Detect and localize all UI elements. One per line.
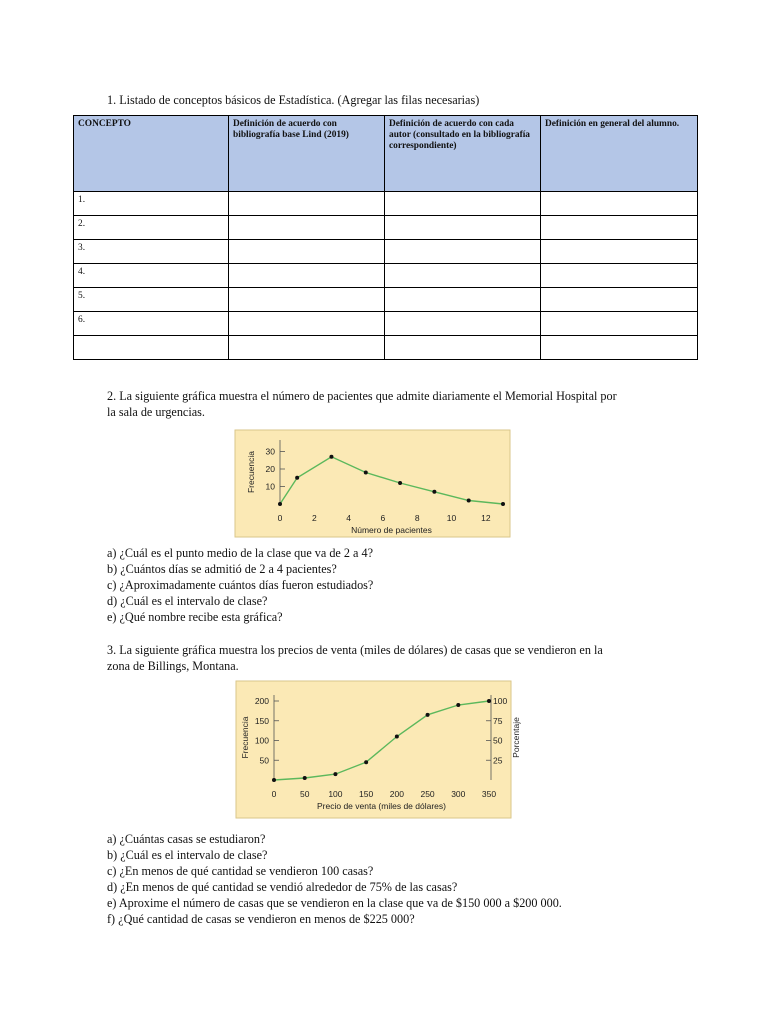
- table-row: [74, 216, 698, 240]
- y-axis-label: Frecuencia: [246, 450, 256, 494]
- table-cell[interactable]: [385, 192, 541, 216]
- table-cell[interactable]: [541, 336, 698, 360]
- y-tick-label: 50: [259, 755, 269, 766]
- row-label[interactable]: 2.: [74, 216, 229, 240]
- x-axis-label: Número de pacientes: [351, 525, 432, 535]
- section2-question-c: c) ¿Aproximadamente cuántos días fueron estudiados?: [107, 578, 374, 592]
- table-cell[interactable]: [229, 216, 385, 240]
- table-cell[interactable]: [385, 336, 541, 360]
- x-tick-label: 2: [311, 513, 317, 523]
- x-tick-label: 100: [328, 789, 343, 799]
- table-cell[interactable]: [229, 312, 385, 336]
- data-point: [272, 778, 276, 782]
- table-row: [74, 240, 698, 264]
- chart-background: [236, 681, 511, 818]
- header-def-autor: Definición de acuerdo con cada autor (consultado en la bibliografía correspondiente): [385, 116, 541, 192]
- table-cell[interactable]: [229, 336, 385, 360]
- section2-question-e: e) ¿Qué nombre recibe esta gráfica?: [107, 610, 283, 624]
- table-cell[interactable]: [229, 264, 385, 288]
- table-cell[interactable]: [229, 288, 385, 312]
- table-cell[interactable]: [385, 216, 541, 240]
- section3-question-f: f) ¿Qué cantidad de casas se vendieron en menos de $225 000?: [107, 912, 415, 926]
- y-tick-label: 100: [254, 735, 269, 746]
- data-point: [329, 455, 333, 459]
- header-def-alumno: Definición en general del alumno.: [541, 116, 698, 192]
- row-label[interactable]: 3.: [74, 240, 229, 264]
- table-cell[interactable]: [385, 312, 541, 336]
- data-point: [295, 476, 299, 480]
- y-right-tick-label: 75: [493, 715, 503, 726]
- section2-question-d: d) ¿Cuál es el intervalo de clase?: [107, 594, 268, 608]
- x-tick-label: 10: [446, 513, 457, 523]
- y-axis-right-label: Porcentaje: [511, 717, 521, 758]
- section3-question-c: c) ¿En menos de qué cantidad se vendieron 100 casas?: [107, 864, 374, 878]
- table-cell[interactable]: [385, 240, 541, 264]
- section3-question-d: d) ¿En menos de qué cantidad se vendió alrededor de 75% de las casas?: [107, 880, 458, 894]
- x-tick-label: 350: [481, 789, 497, 799]
- section2-question-b: b) ¿Cuántos días se admitió de 2 a 4 pacientes?: [107, 562, 337, 576]
- x-tick-label: 12: [481, 513, 491, 523]
- data-point: [456, 703, 460, 707]
- x-axis-label: Precio de venta (miles de dólares): [317, 801, 446, 811]
- x-tick-label: 150: [359, 789, 374, 799]
- data-point: [398, 481, 402, 485]
- table-cell[interactable]: [541, 216, 698, 240]
- table-cell[interactable]: [385, 264, 541, 288]
- table-row: [74, 264, 698, 288]
- x-tick-label: 6: [380, 513, 386, 523]
- header-concepto: CONCEPTO: [74, 116, 229, 192]
- table-cell[interactable]: [541, 264, 698, 288]
- data-point: [333, 772, 337, 776]
- data-point: [278, 502, 282, 506]
- x-tick-label: 250: [420, 789, 435, 799]
- y-tick-label: 200: [254, 696, 269, 706]
- section3-heading: 3. La siguiente gráfica muestra los precios de venta (miles de dólares) de casas que se vendieron en la zona de Billings, Montana.: [107, 643, 603, 673]
- y-tick-label: 30: [265, 446, 275, 457]
- y-axis-label: Frecuencia: [240, 716, 250, 759]
- data-point: [432, 490, 436, 494]
- x-tick-label: 200: [389, 789, 404, 799]
- section1-heading: 1. Listado de conceptos básicos de Estadística. (Agregar las filas necesarias): [107, 93, 480, 107]
- y-right-tick-label: 50: [493, 735, 503, 746]
- section2-heading: 2. La siguiente gráfica muestra el número de pacientes que admite diariamente el Memorial Hospital por la sala de urgencias.: [107, 389, 617, 419]
- data-point: [501, 502, 505, 506]
- patients-chart: [235, 430, 510, 537]
- data-point: [395, 735, 399, 739]
- x-tick-label: 8: [414, 513, 420, 523]
- section2-question-a: a) ¿Cuál es el punto medio de la clase que va de 2 a 4?: [107, 546, 373, 560]
- row-label[interactable]: 1.: [74, 192, 229, 216]
- y-tick-label: 150: [254, 715, 269, 726]
- data-point: [426, 713, 430, 717]
- x-tick-label: 4: [346, 513, 351, 523]
- x-tick-label: 0: [277, 513, 283, 523]
- prices-ogive: [236, 681, 521, 818]
- table-cell[interactable]: [229, 192, 385, 216]
- y-right-tick-label: 25: [493, 755, 503, 766]
- x-tick-label: 0: [271, 789, 277, 799]
- chart-background: [235, 430, 510, 537]
- row-label[interactable]: 6.: [74, 312, 229, 336]
- section3-question-e: e) Aproxime el número de casas que se vendieron en la clase que va de $150 000 a $200 000.: [107, 896, 562, 910]
- x-tick-label: 50: [299, 789, 310, 799]
- concepts-table: [73, 115, 698, 360]
- data-point: [364, 471, 368, 475]
- table-row: [74, 288, 698, 312]
- table-cell[interactable]: [541, 288, 698, 312]
- section3-question-b: b) ¿Cuál es el intervalo de clase?: [107, 848, 268, 862]
- x-tick-label: 300: [451, 789, 466, 799]
- table-row: [74, 192, 698, 216]
- header-def-lind: Definición de acuerdo con bibliografía base Lind (2019): [229, 116, 385, 192]
- prices-chart: [236, 681, 521, 818]
- y-tick-label: 20: [265, 464, 275, 474]
- table-cell[interactable]: [385, 288, 541, 312]
- row-label[interactable]: [74, 336, 229, 360]
- row-label[interactable]: 5.: [74, 288, 229, 312]
- table-cell[interactable]: [541, 240, 698, 264]
- patients-frequency-polygon: [235, 430, 510, 537]
- data-point: [467, 499, 471, 503]
- table-cell[interactable]: [229, 240, 385, 264]
- section3-question-a: a) ¿Cuántas casas se estudiaron?: [107, 832, 266, 846]
- row-label[interactable]: 4.: [74, 264, 229, 288]
- table-row: [74, 336, 698, 360]
- data-point: [364, 760, 368, 764]
- table-cell[interactable]: [541, 192, 698, 216]
- table-cell[interactable]: [541, 312, 698, 336]
- data-point: [487, 699, 491, 703]
- table-row: [74, 312, 698, 336]
- y-tick-label: 10: [265, 481, 275, 492]
- data-point: [303, 776, 307, 780]
- y-right-tick-label: 100: [493, 696, 508, 706]
